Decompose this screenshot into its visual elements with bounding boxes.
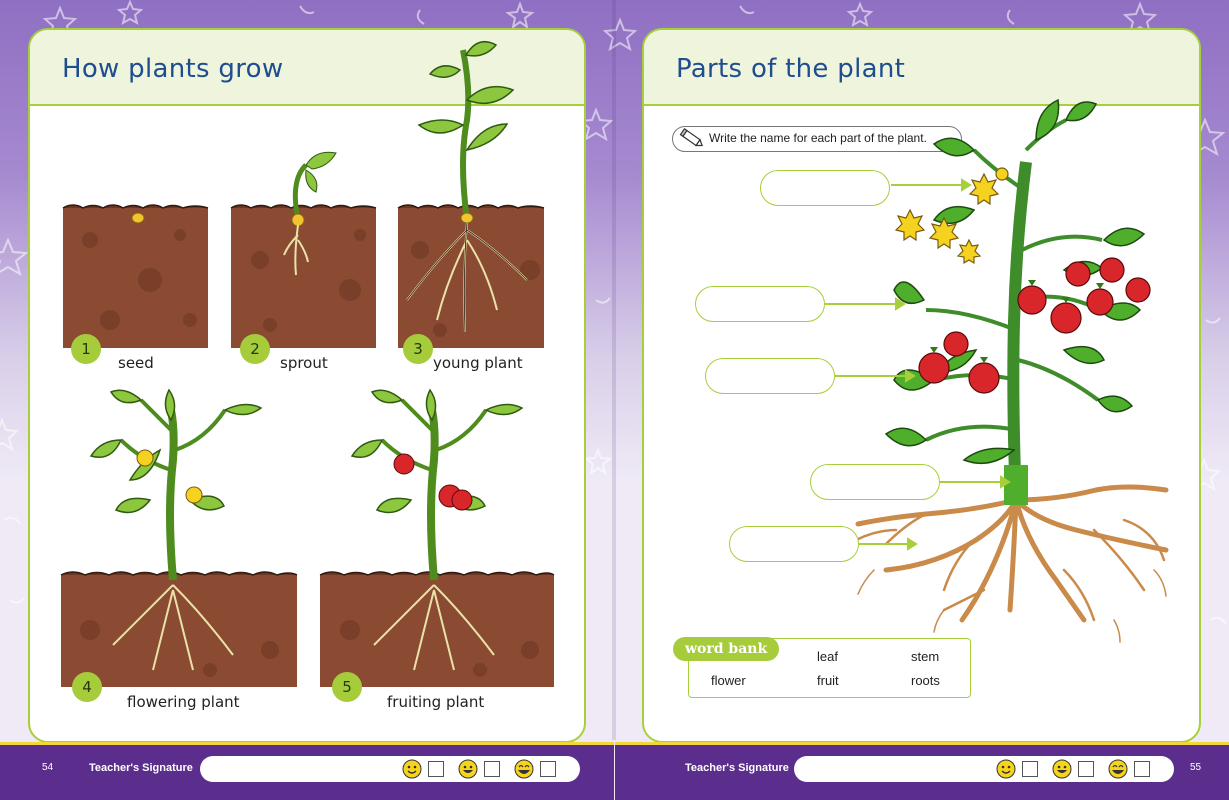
word-bank-word: flower <box>711 673 746 688</box>
growth-stages-illustration <box>30 30 586 743</box>
rating-checkbox[interactable] <box>540 761 556 777</box>
stem-base-illustration <box>1004 465 1028 505</box>
step-number-badge: 5 <box>332 672 362 702</box>
teacher-signature-field[interactable] <box>200 756 580 782</box>
book-spine <box>612 0 616 740</box>
fruiting-plant-soil-illustration <box>320 390 554 687</box>
word-bank-word: fruit <box>817 673 839 688</box>
right-page <box>642 28 1201 743</box>
left-page <box>28 28 586 743</box>
step-label: fruiting plant <box>387 693 485 711</box>
young-plant-soil-illustration <box>398 42 544 348</box>
word-bank <box>685 638 971 698</box>
fruit-illustration <box>919 258 1150 393</box>
step-number-badge: 1 <box>71 334 101 364</box>
happy-face-icon <box>458 759 478 779</box>
teacher-signature-label: Teacher's Signature <box>685 762 789 774</box>
teacher-signature-label: Teacher's Signature <box>89 762 193 774</box>
word-bank-label: word bank <box>673 637 779 661</box>
word-bank-word: leaf <box>817 649 838 664</box>
rating-checkbox[interactable] <box>484 761 500 777</box>
smile-face-icon <box>402 759 422 779</box>
roots-illustration <box>856 487 1166 642</box>
instruction-text: Write the name for each part of the plant. <box>709 131 927 145</box>
rating-checkbox[interactable] <box>1078 761 1094 777</box>
step-number-badge: 2 <box>240 334 270 364</box>
page-number: 54 <box>42 762 54 773</box>
page-number: 55 <box>1190 762 1202 773</box>
word-bank-word: stem <box>911 649 940 664</box>
step-number-badge: 3 <box>403 334 433 364</box>
grin-face-icon <box>1108 759 1128 779</box>
left-footer <box>0 742 614 800</box>
step-label: flowering plant <box>127 693 240 711</box>
footer-stripe <box>0 742 614 745</box>
teacher-signature-field[interactable] <box>794 756 1174 782</box>
happy-face-icon <box>1052 759 1072 779</box>
answer-box-roots[interactable] <box>729 526 859 562</box>
stem-illustration <box>1013 162 1026 502</box>
smile-face-icon <box>996 759 1016 779</box>
step-number-badge: 4 <box>72 672 102 702</box>
rating-checkbox[interactable] <box>1022 761 1038 777</box>
grin-face-icon <box>514 759 534 779</box>
rating-checkbox[interactable] <box>428 761 444 777</box>
flowering-plant-soil-illustration <box>61 390 297 687</box>
seed-soil-illustration <box>63 205 208 348</box>
rating-checkbox[interactable] <box>1134 761 1150 777</box>
sprout-soil-illustration <box>231 152 376 348</box>
word-bank-word: roots <box>911 673 940 688</box>
answer-box-stem[interactable] <box>810 464 940 500</box>
answer-box-leaf[interactable] <box>705 358 835 394</box>
step-label: young plant <box>433 354 523 372</box>
step-label: sprout <box>280 354 328 372</box>
page-title: How plants grow <box>62 54 284 84</box>
answer-box-flower[interactable] <box>760 170 890 206</box>
right-footer <box>615 742 1229 800</box>
footer-stripe <box>615 742 1229 745</box>
page-title: Parts of the plant <box>676 54 906 84</box>
step-label: seed <box>118 354 154 372</box>
answer-box-fruit[interactable] <box>695 286 825 322</box>
